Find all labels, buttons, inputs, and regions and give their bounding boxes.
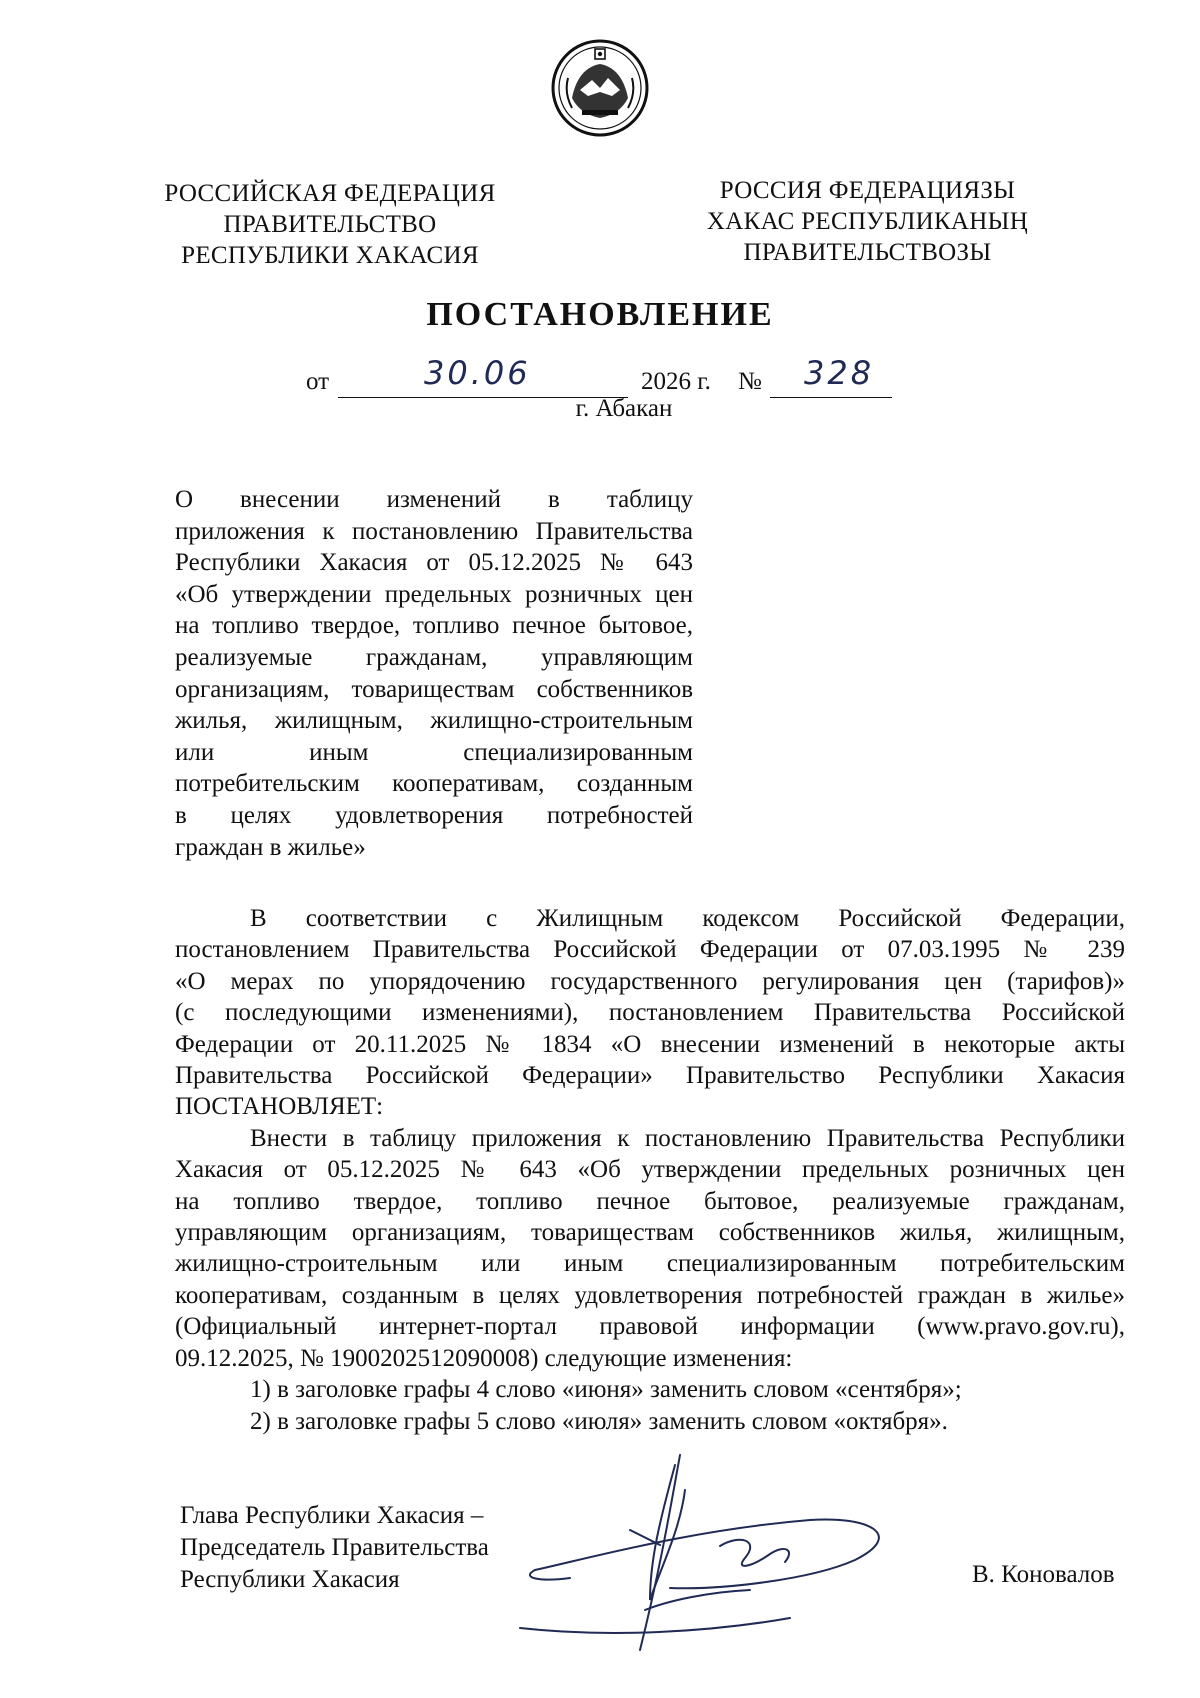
date-year: 2026 г. [641,368,711,395]
subject-line: граждан в жилье» [175,833,366,861]
subject-line: или иным специализированным [175,738,693,766]
change-item-1: 1) в заголовке графы 4 слово «июня» заменить словом «сентября»; [250,1376,962,1404]
header-left-line: ПРАВИТЕЛЬСТВО [223,211,437,238]
header-left-line: РОССИЙСКАЯ ФЕДЕРАЦИЯ [164,180,496,207]
header-right-line: ПРАВИТЕЛЬСТВОЗЫ [743,239,992,266]
body-line: (с последующими изменениями), постановлением Правительства Российской [175,999,1125,1027]
number-underline [770,354,892,398]
subject-line: потребительским кооперативам, созданным [175,770,693,798]
signatory-position-line: Республики Хакасия [180,1566,400,1593]
body-line: ПОСТАНОВЛЯЕТ: [175,1093,384,1121]
header-left [150,178,510,271]
signatory-position [180,1500,489,1596]
subject-line: О внесении изменений в таблицу [175,486,693,513]
header-right-line: РОССИЯ ФЕДЕРАЦИЯЗЫ [719,177,1016,204]
body-line: Федерации от 20.11.2025 № 1834 «О внесении изменений в некоторые акты [175,1030,1125,1058]
body-line: «О мерах по упорядочению государственного регулирования цен (тарифов)» [175,967,1125,995]
header-right [690,175,1045,268]
signatory-position-line: Председатель Правительства [180,1534,489,1561]
handwritten-number: 328 [804,354,875,392]
subject-line: на топливо твердое, топливо печное бытовое, [175,612,693,640]
subject-line: «Об утверждении предельных розничных цен [175,580,693,608]
number-label: № [738,368,762,395]
header-right-line: ХАКАС РЕСПУБЛИКАНЫҢ [706,208,1029,235]
city-label: г. Абакан [575,395,673,422]
body-line: Хакасия от 05.12.2025 № 643 «Об утверждении предельных розничных цен [175,1156,1125,1184]
body-line: В соответствии с Жилищным кодексом Российской Федерации, [250,905,1125,932]
handwritten-signature-icon [510,1450,910,1660]
document-subject [175,484,693,863]
body-line: (Официальный интернет-портал правовой информации (www.pravo.gov.ru), [175,1313,1125,1341]
handwritten-date: 30.06 [424,354,531,392]
body-line: жилищно-строительным или иным специализированным потребительским [175,1250,1125,1278]
body-line: Внести в таблицу приложения к постановлению Правительства Республики [250,1124,1125,1152]
body-line: Правительства Российской Федерации» Правительство Республики Хакасия [175,1062,1125,1090]
signatory-position-line: Глава Республики Хакасия – [180,1502,484,1529]
subject-line: в целях удовлетворения потребностей [175,801,693,829]
body-line: на топливо твердое, топливо печное бытовое, реализуемые гражданам, [175,1187,1125,1215]
date-underline [338,354,628,398]
document-title: ПОСТАНОВЛЕНИЕ [426,296,774,333]
subject-line: жилья, жилищным, жилищно-строительным [175,707,693,735]
change-item-2: 2) в заголовке графы 5 слово «июля» заменить словом «октября». [250,1407,948,1435]
republic-of-khakassia-coat-of-arms-icon [550,38,650,138]
body-line: постановлением Правительства Российской Федерации от 07.03.1995 № 239 [175,936,1125,964]
body-line: 09.12.2025, № 1900202512090008) следующие изменения: [175,1344,793,1372]
signatory-name: В. Коновалов [972,1561,1115,1588]
subject-line: приложения к постановлению Правительства [175,517,693,545]
subject-line: реализуемые гражданам, управляющим [175,643,693,671]
date-from-label: от [306,368,330,395]
subject-line: организациям, товариществам собственников [175,675,693,703]
body-line: кооперативам, созданным в целях удовлетворения потребностей граждан в жилье» [175,1281,1125,1309]
header-left-line: РЕСПУБЛИКИ ХАКАСИЯ [181,242,479,269]
subject-line: Республики Хакасия от 05.12.2025 № 643 [175,549,693,577]
document-body [175,903,1125,1437]
body-line: управляющим организациям, товариществам собственников жилья, жилищным, [175,1219,1125,1247]
